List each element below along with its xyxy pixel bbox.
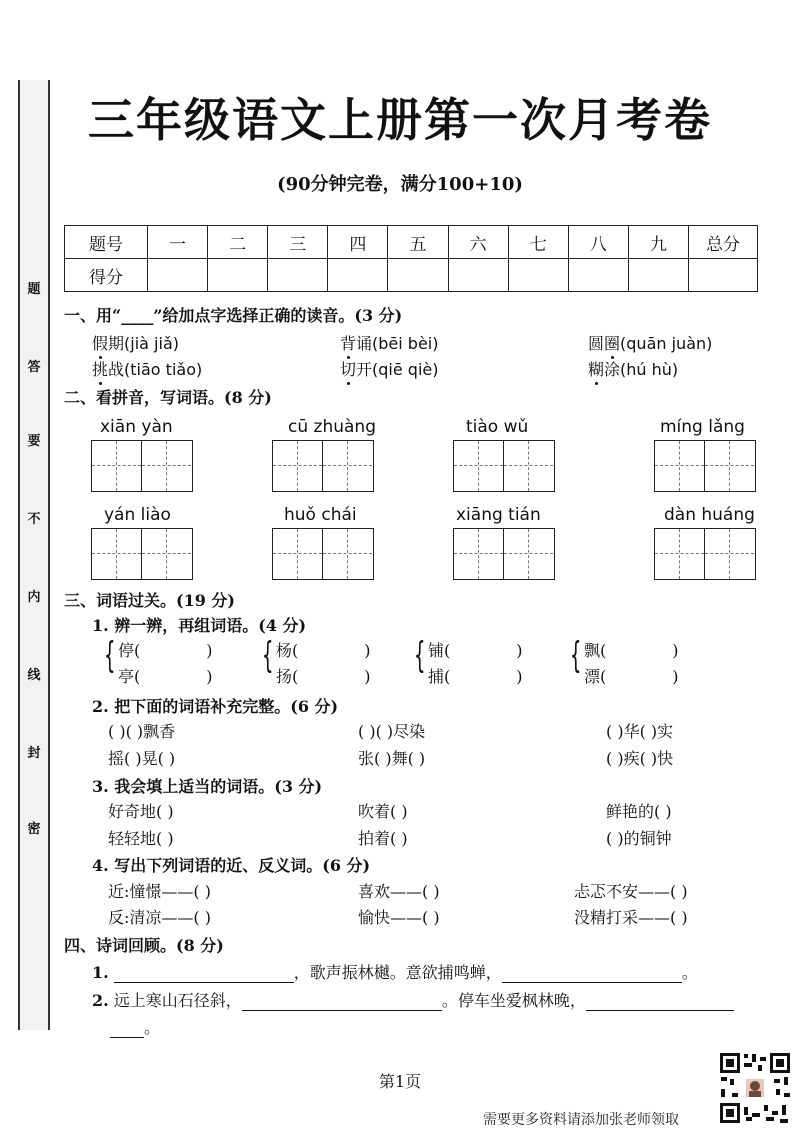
- pinyin-label: huǒ chái: [284, 505, 357, 525]
- answer-blank[interactable]: [502, 963, 682, 983]
- pair-item: [584, 664, 679, 687]
- pair-char: 漂(: [584, 667, 607, 686]
- q-number: 1.: [92, 963, 109, 982]
- paren-close: ): [206, 641, 213, 660]
- score-header-cell: 九: [628, 226, 688, 259]
- writing-grid[interactable]: [91, 528, 193, 580]
- score-header-cell: 四: [328, 226, 388, 259]
- section-1-title: 一、用“____”给加点字选择正确的读音。(3 分): [64, 306, 403, 325]
- fill-item: 反:清凉——( ): [108, 908, 211, 927]
- pair-item: [276, 638, 371, 661]
- fill-item: ( )的铜钟: [606, 829, 672, 848]
- fill-item: 拍着( ): [358, 829, 408, 848]
- pinyin-label: yán liào: [104, 505, 171, 525]
- s1-word: 背诵: [340, 334, 373, 353]
- s1-word-dotted: 切开: [340, 360, 373, 379]
- q-number: 2.: [92, 991, 109, 1010]
- poem-text: 远上寒山石径斜，: [113, 991, 242, 1010]
- score-header-row: [65, 226, 758, 259]
- pair-item: [584, 638, 679, 661]
- pair-item: [118, 664, 213, 687]
- s3-q4-title: 4. 写出下列词语的近、反义词。(6 分): [92, 856, 371, 875]
- poem-line-3: [110, 1015, 160, 1038]
- contact-note: 需要更多资料请添加张老师领取: [483, 1112, 679, 1128]
- poem-text: 。停车坐爱枫林晚，: [441, 991, 586, 1010]
- writing-grid[interactable]: [272, 528, 374, 580]
- s3-q1-title: 1. 辨一辨，再组词语。(4 分): [92, 616, 307, 635]
- score-table: [64, 225, 758, 292]
- score-cell[interactable]: [628, 259, 688, 292]
- score-header-cell: 一: [148, 226, 208, 259]
- score-cell[interactable]: [689, 259, 758, 292]
- paren-close: ): [672, 641, 679, 660]
- writing-grid[interactable]: [654, 440, 756, 492]
- s1-word-dotted: 假期: [92, 334, 125, 353]
- page-number: 第1页: [378, 1072, 422, 1091]
- answer-blank[interactable]: [110, 1018, 144, 1038]
- pinyin-label: xiān yàn: [100, 417, 173, 437]
- pinyin-label: tiào wǔ: [466, 417, 529, 437]
- brace: {: [104, 635, 116, 676]
- score-entry-row: [65, 259, 758, 292]
- fill-item: 近:憧憬——( ): [108, 882, 211, 901]
- answer-blank[interactable]: [242, 991, 442, 1011]
- score-cell[interactable]: [148, 259, 208, 292]
- section-3-title: 三、词语过关。(19 分): [64, 591, 235, 610]
- fill-item: 没精打采——( ): [574, 908, 688, 927]
- s1-pinyin: (hú hù): [620, 360, 679, 379]
- pinyin-label: míng lǎng: [660, 417, 745, 437]
- s1-pinyin: (tiāo tiǎo): [124, 360, 203, 379]
- s1-pinyin: (jià jiǎ): [124, 334, 179, 353]
- seal-char: 答: [27, 360, 41, 375]
- paren-close: ): [516, 667, 523, 686]
- fill-item: ( )( )飘香: [108, 722, 176, 741]
- score-header-cell: 七: [508, 226, 568, 259]
- fill-item: 鲜艳的( ): [606, 802, 672, 821]
- brace: {: [262, 635, 274, 676]
- s1-item: [340, 331, 439, 354]
- seal-char: 内: [27, 590, 41, 605]
- pair-char: 亭(: [118, 667, 141, 686]
- score-header-cell: 总分: [689, 226, 758, 259]
- seal-char: 要: [27, 434, 41, 449]
- pair-item: [276, 664, 371, 687]
- writing-grid[interactable]: [91, 440, 193, 492]
- s1-pinyin: (qiē qiè): [372, 360, 439, 379]
- s1-pinyin: (quān juàn): [620, 334, 713, 353]
- pair-char: 飘(: [584, 641, 607, 660]
- score-cell[interactable]: [328, 259, 388, 292]
- pair-char: 捕(: [428, 667, 451, 686]
- seal-char: 题: [27, 282, 41, 297]
- fill-item: 摇( )晃( ): [108, 749, 176, 768]
- score-header-cell: 五: [388, 226, 448, 259]
- writing-grid[interactable]: [453, 440, 555, 492]
- seal-char: 密: [27, 822, 41, 837]
- brace: {: [570, 635, 582, 676]
- s1-item: [92, 331, 179, 354]
- poem-text: 。: [144, 1018, 161, 1037]
- pair-item: [428, 638, 523, 661]
- page-title: 三年级语文上册第一次月考卷: [88, 93, 712, 147]
- writing-grid[interactable]: [453, 528, 555, 580]
- fill-item: 好奇地( ): [108, 802, 174, 821]
- fill-item: 吹着( ): [358, 802, 408, 821]
- s1-item: [588, 331, 712, 354]
- poem-text: ，歌声振林樾。意欲捕鸣蝉，: [293, 963, 502, 982]
- pair-char: 扬(: [276, 667, 299, 686]
- score-header-cell: 八: [568, 226, 628, 259]
- pinyin-label: cū zhuàng: [288, 417, 376, 437]
- pinyin-label: xiāng tián: [456, 505, 541, 525]
- fill-item: ( )( )尽染: [358, 722, 426, 741]
- s3-q3-title: 3. 我会填上适当的词语。(3 分): [92, 777, 323, 796]
- fill-item: 忐忑不安——( ): [574, 882, 688, 901]
- brace: {: [414, 635, 426, 676]
- fill-item: ( )疾( )快: [606, 749, 674, 768]
- score-cell[interactable]: [568, 259, 628, 292]
- fill-item: 喜欢——( ): [358, 882, 440, 901]
- poem-line-1: [92, 960, 698, 983]
- paren-close: ): [516, 641, 523, 660]
- paren-close: ): [364, 667, 371, 686]
- section-4-title: 四、诗词回顾。(8 分): [64, 936, 224, 955]
- seal-char: 不: [27, 512, 41, 527]
- fill-item: 轻轻地( ): [108, 829, 174, 848]
- s1-word: 圆圈: [588, 334, 621, 353]
- section-2-title: 二、看拼音，写词语。(8 分): [64, 388, 272, 407]
- poem-text: 。: [681, 963, 698, 982]
- s1-pinyin: (bēi bèi): [372, 334, 439, 353]
- score-header-cell: 六: [448, 226, 508, 259]
- s1-item: [588, 357, 678, 380]
- pair-char: 停(: [118, 641, 141, 660]
- page-subtitle: (90分钟完卷，满分100+10): [277, 174, 523, 195]
- score-label-cell: 得分: [65, 259, 148, 292]
- score-cell[interactable]: [508, 259, 568, 292]
- pair-item: [428, 664, 523, 687]
- writing-grid[interactable]: [272, 440, 374, 492]
- qr-code-icon[interactable]: [718, 1051, 792, 1125]
- pair-char: 杨(: [276, 641, 299, 660]
- score-cell[interactable]: [208, 259, 268, 292]
- seal-char: 封: [27, 746, 41, 761]
- seal-char: 线: [27, 668, 41, 683]
- writing-grid[interactable]: [654, 528, 756, 580]
- score-cell[interactable]: [268, 259, 328, 292]
- pair-item: [118, 638, 213, 661]
- score-cell[interactable]: [448, 259, 508, 292]
- seal-line-strip: [18, 80, 50, 1030]
- fill-item: 愉快——( ): [358, 908, 440, 927]
- poem-line-2: [92, 988, 734, 1011]
- s1-word-dotted: 挑战: [92, 360, 125, 379]
- s1-item: [340, 357, 439, 380]
- paren-close: ): [364, 641, 371, 660]
- score-header-cell: 二: [208, 226, 268, 259]
- fill-item: ( )华( )实: [606, 722, 674, 741]
- score-header-cell: 三: [268, 226, 328, 259]
- paren-close: ): [206, 667, 213, 686]
- fill-item: 张( )舞( ): [358, 749, 426, 768]
- s3-q2-title: 2. 把下面的词语补充完整。(6 分): [92, 697, 339, 716]
- score-header-cell: 题号: [65, 226, 148, 259]
- s1-word-dotted: 糊涂: [588, 360, 621, 379]
- score-cell[interactable]: [388, 259, 448, 292]
- pair-char: 铺(: [428, 641, 451, 660]
- paren-close: ): [672, 667, 679, 686]
- answer-blank[interactable]: [586, 991, 734, 1011]
- s1-item: [92, 357, 202, 380]
- answer-blank[interactable]: [114, 963, 294, 983]
- pinyin-label: dàn huáng: [664, 505, 755, 525]
